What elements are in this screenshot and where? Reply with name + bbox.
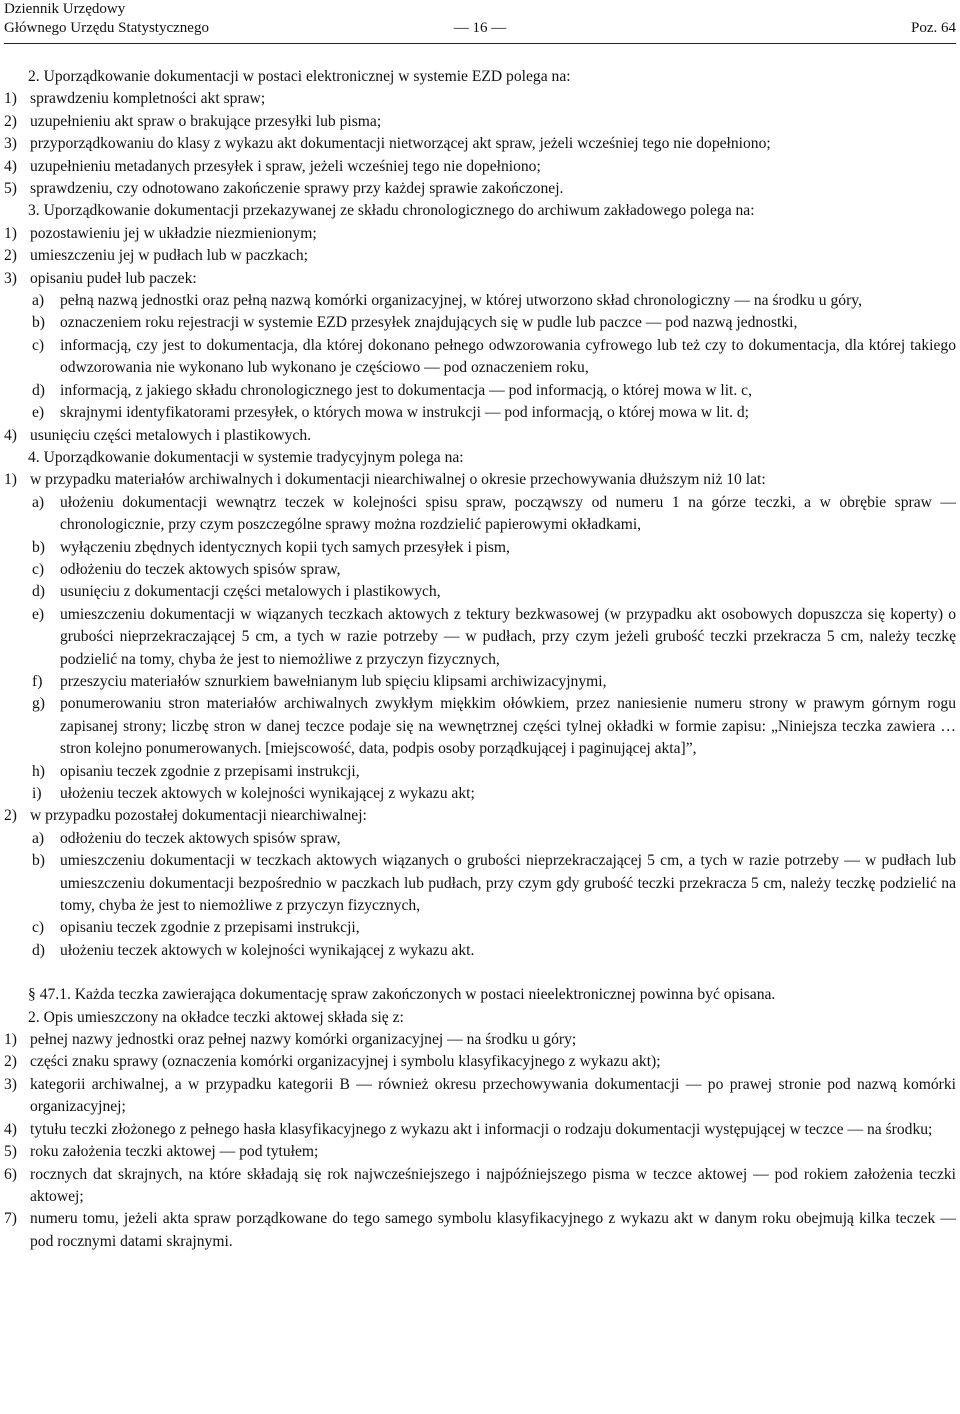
list-item	[4, 425, 956, 447]
sub-list-item-text: ułożeniu teczek aktowych w kolejności wynikającej z wykazu akt.	[60, 941, 475, 959]
sub-list-item	[4, 850, 956, 917]
list-marker: 7)	[4, 1210, 17, 1228]
position-number: Poz. 64	[911, 20, 956, 36]
sub-list-item	[4, 312, 956, 334]
sub-list-item-text: odłożeniu do teczek aktowych spisów spraw,	[60, 560, 341, 578]
list-item-text: w przypadku pozostałej dokumentacji niearchiwalnej:	[30, 807, 367, 825]
list-item-text: części znaku sprawy (oznaczenia komórki organizacyjnej i symbolu klasyfikacyjnego z wykazu akt);	[30, 1053, 661, 1071]
sub-list-item-text: opisaniu teczek zgodnie z przepisami instrukcji,	[60, 919, 360, 937]
list-marker: 1)	[4, 471, 17, 489]
sub-list-item-text: ponumerowaniu stron materiałów archiwalnych zwykłym miękkim ołówkiem, przez naniesienie numeru strony w prawym górnym rogu zapisanej strony; liczbę stron w danej teczce podaje się na wewnętrznej części tylnej okładki w formie zapisu: „Niniejsza teczka zawiera … stron kolejno ponumerowanych. [miejscowość, data, podpis osoby porządkującej i paginującej akta]”,	[60, 695, 956, 758]
sub-list-marker: c)	[32, 560, 45, 578]
sub-list-item-text: informacją, z jakiego składu chronologicznego jest to dokumentacja — pod informacją, o której mowa w lit. c,	[60, 381, 752, 399]
publisher-name-line1: Dziennik Urzędowy	[4, 1, 126, 17]
sub-list-marker: h)	[32, 762, 45, 780]
list-marker: 1)	[4, 90, 17, 108]
sub-list-item-text: usunięciu z dokumentacji części metalowych i plastikowych,	[60, 583, 441, 601]
list-marker: 2)	[4, 247, 17, 265]
sub-list-marker: d)	[32, 941, 45, 959]
sub-list-item	[4, 828, 956, 850]
list-item	[4, 111, 956, 133]
list-item	[4, 133, 956, 155]
list-item-text: roku założenia teczki aktowej — pod tytułem;	[30, 1143, 319, 1161]
list-marker: 2)	[4, 807, 17, 825]
document-body	[4, 66, 956, 1253]
sub-list-item-text: pełną nazwą jednostki oraz pełną nazwą komórki organizacyjnej, w której utworzono skład chronologiczny — na środku u góry,	[60, 292, 862, 310]
list-item	[4, 1208, 956, 1253]
sub-list-item-text: odłożeniu do teczek aktowych spisów spraw,	[60, 829, 341, 847]
list-marker: 3)	[4, 1075, 17, 1093]
page-header	[4, 0, 956, 42]
list-item	[4, 1119, 956, 1141]
list-item	[4, 469, 956, 491]
sub-list-item-text: oznaczeniem roku rejestracji w systemie EZD przesyłek znajdujących się w pudle lub paczce — pod nazwą jednostki,	[60, 314, 798, 332]
page-number: — 16 —	[453, 20, 507, 36]
sub-list-item	[4, 761, 956, 783]
list-item	[4, 1074, 956, 1119]
list-item	[4, 156, 956, 178]
sub-list-item	[4, 559, 956, 581]
list-item-text: w przypadku materiałów archiwalnych i dokumentacji niearchiwalnej o okresie przechowywania dłuższym niż 10 lat:	[30, 471, 766, 489]
sub-list-item	[4, 380, 956, 402]
list-item	[4, 1141, 956, 1163]
sub-list-item	[4, 783, 956, 805]
sub-list-item	[4, 335, 956, 380]
list-item-text: sprawdzeniu, czy odnotowano zakończenie sprawy przy każdej sprawie zakończonej.	[30, 180, 564, 198]
list-marker: 2)	[4, 1053, 17, 1071]
list-item-text: opisaniu pudeł lub paczek:	[30, 269, 197, 287]
list-item	[4, 1051, 956, 1073]
list-item-text: uzupełnieniu metadanych przesyłek i spraw, jeżeli wcześniej tego nie dopełniono;	[30, 157, 541, 175]
sub-list-item	[4, 940, 956, 962]
sub-list-item-text: umieszczeniu dokumentacji w wiązanych teczkach aktowych z tektury bezkwasowej (w przypadku akt osobowych dopuszcza się koperty) o grubości nieprzekraczającej 5 cm, a tych w razie potrzeby — w pudłach, przy czym jeżeli grubość teczki przekracza 5 cm, należy teczkę podzielić na tomy, chyba że jest to niemożliwe z przyczyn fizycznych,	[60, 605, 956, 668]
sub-list-marker: g)	[32, 695, 45, 713]
sub-list-item	[4, 917, 956, 939]
sub-list-marker: b)	[32, 538, 45, 556]
section-4-intro: 4. Uporządkowanie dokumentacji w systemie tradycyjnym polega na:	[28, 448, 464, 466]
list-item-text: rocznych dat skrajnych, na które składają się rok najwcześniejszego i najpóźniejszego pisma w teczce aktowej — pod rokiem założenia teczki aktowej;	[30, 1165, 956, 1205]
list-item-text: numeru tomu, jeżeli akta spraw porządkowane do tego samego symbolu klasyfikacyjnego z wykazu akt w danym roku obejmują kilka teczek — pod rocznymi datami skrajnymi.	[30, 1210, 956, 1250]
sub-list-item	[4, 604, 956, 671]
list-item-text: tytułu teczki złożonego z pełnego hasła klasyfikacyjnego z wykazu akt i informacji o rodzaju dokumentacji występującej w teczce — na środku;	[30, 1120, 933, 1138]
sub-list-marker: c)	[32, 336, 45, 354]
sub-list-item-text: informacją, czy jest to dokumentacja, dla której dokonano pełnego odwzorowania cyfrowego lub też czy to dokumentacja, dla której takiego odwzorowania nie wykonano lub wykonano je częściowo — pod oznaczeniem roku,	[60, 336, 956, 377]
sub-list-item	[4, 581, 956, 603]
sub-list-item-text: wyłączeniu zbędnych identycznych kopii tych samych przesyłek i pism,	[60, 538, 510, 556]
paragraph-47-1: § 47.1. Każda teczka zawierająca dokumentację spraw zakończonych w postaci nieelektronicznej powinna być opisana.	[28, 986, 776, 1004]
sub-list-marker: e)	[32, 605, 45, 623]
header-divider	[4, 43, 956, 44]
sub-list-item-text: ułożeniu teczek aktowych w kolejności wynikającej z wykazu akt;	[60, 785, 475, 802]
list-item-text: sprawdzeniu kompletności akt spraw;	[30, 90, 266, 108]
list-marker: 1)	[4, 224, 17, 242]
list-marker: 3)	[4, 269, 17, 287]
sub-list-marker: d)	[32, 381, 45, 399]
list-item-text: pełnej nazwy jednostki oraz pełnej nazwy komórki organizacyjnej — na środku u góry;	[30, 1031, 577, 1049]
sub-list-item	[4, 290, 956, 312]
list-marker: 2)	[4, 112, 17, 130]
sub-list-marker: a)	[32, 493, 45, 511]
sub-list-item	[4, 693, 956, 760]
list-item-text: usunięciu części metalowych i plastikowych.	[30, 426, 312, 444]
section-3-intro: 3. Uporządkowanie dokumentacji przekazywanej ze składu chronologicznego do archiwum zakładowego polega na:	[28, 202, 755, 220]
list-item	[4, 88, 956, 110]
sub-list-marker: d)	[32, 583, 45, 601]
list-marker: 5)	[4, 1143, 17, 1161]
sub-list-marker: f)	[32, 672, 43, 690]
sub-list-marker: a)	[32, 829, 45, 847]
list-marker: 6)	[4, 1165, 17, 1183]
sub-list-item-text: przeszyciu materiałów sznurkiem bawełnianym lub spięciu klipsami archiwizacyjnymi,	[60, 672, 607, 690]
sub-list-marker: b)	[32, 314, 45, 332]
section-spacer	[4, 962, 956, 984]
list-item-text: pozostawieniu jej w układzie niezmienionym;	[30, 224, 317, 242]
list-marker: 5)	[4, 180, 17, 198]
paragraph-47-2: 2. Opis umieszczony na okładce teczki aktowej składa się z:	[28, 1008, 404, 1026]
list-item	[4, 178, 956, 200]
list-item	[4, 1029, 956, 1051]
publisher-name-line2: Głównego Urzędu Statystycznego	[4, 20, 209, 36]
sub-list-marker: b)	[32, 852, 45, 870]
sub-list-marker: e)	[32, 404, 45, 422]
list-item	[4, 223, 956, 245]
list-item	[4, 1164, 956, 1209]
sub-list-item-text: opisaniu teczek zgodnie z przepisami instrukcji,	[60, 762, 360, 780]
list-item	[4, 268, 956, 290]
sub-list-item-text: ułożeniu dokumentacji wewnątrz teczek w kolejności spisu spraw, począwszy od numeru 1 na górze teczki, a w obrębie spraw — chronologicznie, przy czym poszczególne sprawy można rozdzielić papierowymi okładkami,	[60, 493, 956, 534]
sub-list-item-text: umieszczeniu dokumentacji w teczkach aktowych wiązanych o grubości nieprzekraczającej 5 cm, a tych w razie potrzeby — w pudłach lub umieszczeniu dokumentacji bezpośrednio w paczkach lub pudłach, przy czym gdy grubość teczki przekracza 5 cm, należy teczkę podzielić na tomy, chyba że jest to niemożliwe z przyczyn fizycznych,	[60, 852, 956, 915]
sub-list-marker: c)	[32, 919, 45, 937]
list-item-text: umieszczeniu jej w pudłach lub w paczkach;	[30, 247, 308, 265]
list-marker: 4)	[4, 157, 17, 175]
sub-list-marker: a)	[32, 292, 45, 310]
sub-list-item	[4, 402, 956, 424]
list-item	[4, 245, 956, 267]
list-item-text: uzupełnieniu akt spraw o brakujące przesyłki lub pisma;	[30, 112, 382, 130]
sub-list-item	[4, 492, 956, 537]
list-item-text: kategorii archiwalnej, a w przypadku kategorii B — również okresu przechowywania dokumentacji — po prawej stronie pod nazwą komórki organizacyjnej;	[30, 1075, 956, 1116]
sub-list-item-text: skrajnymi identyfikatorami przesyłek, o których mowa w instrukcji — pod informacją, o której mowa w lit. d;	[60, 404, 750, 422]
sub-list-item	[4, 537, 956, 559]
list-marker: 3)	[4, 135, 17, 153]
list-marker: 4)	[4, 1120, 17, 1138]
list-item-text: przyporządkowaniu do klasy z wykazu akt dokumentacji nietworzącej akt spraw, jeżeli wcześniej tego nie dopełniono;	[30, 135, 771, 153]
sub-list-item	[4, 671, 956, 693]
list-item	[4, 805, 956, 827]
section-2-intro: 2. Uporządkowanie dokumentacji w postaci elektronicznej w systemie EZD polega na:	[28, 68, 571, 85]
list-marker: 4)	[4, 426, 17, 444]
list-marker: 1)	[4, 1031, 17, 1049]
sub-list-marker: i)	[32, 785, 42, 802]
